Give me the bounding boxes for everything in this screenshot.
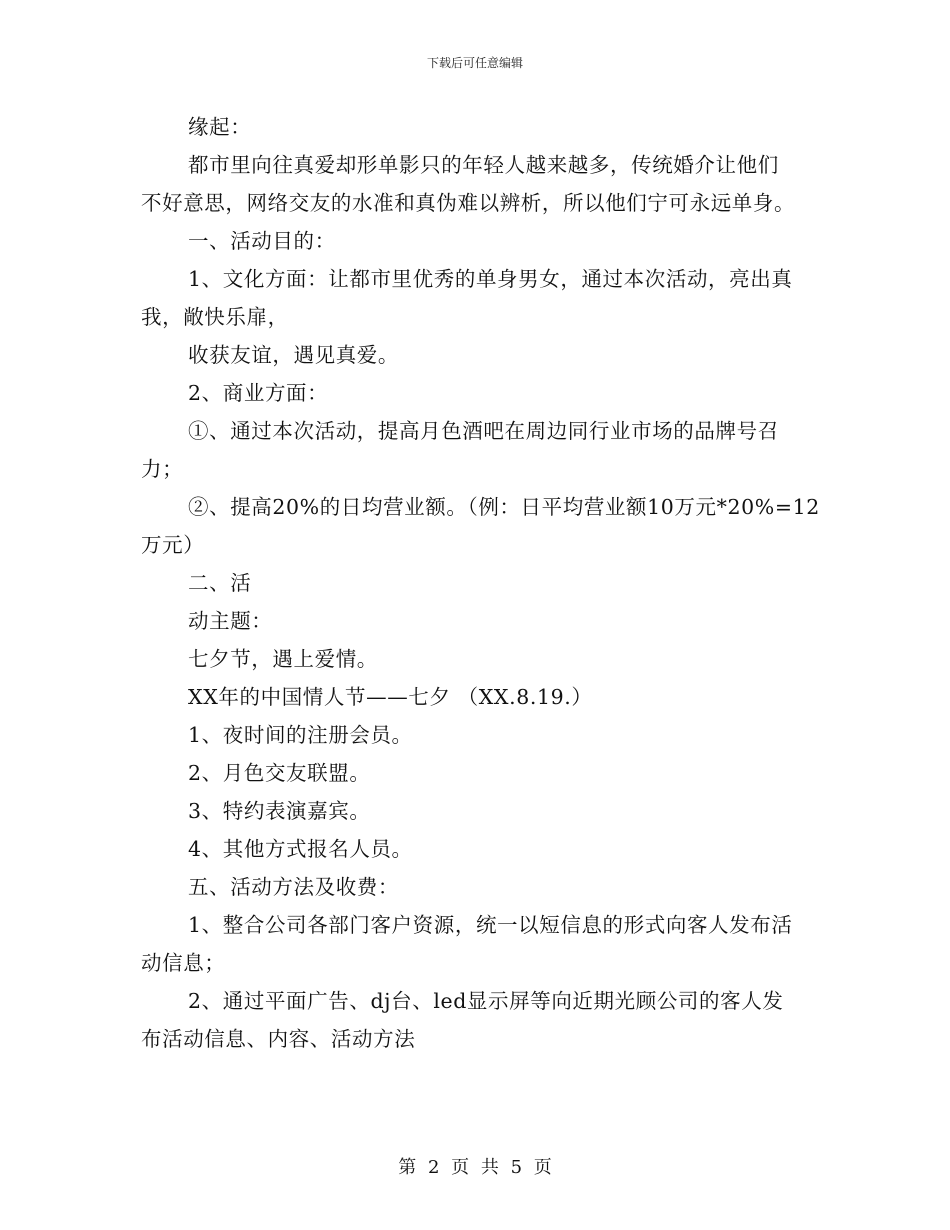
text-line: 3、特约表演嘉宾。 — [188, 799, 371, 823]
text-line: 一、活动目的： — [188, 229, 336, 253]
text-line: 力； — [141, 457, 184, 481]
text-line: 五、活动方法及收费： — [188, 875, 399, 899]
page-footer: 第 2 页 共 5 页 — [398, 1157, 552, 1178]
text-line: 二、活 — [188, 571, 252, 595]
text-line: 动主题： — [188, 609, 273, 633]
text-line: 我，敞快乐扉， — [141, 305, 289, 329]
text-line: 4、其他方式报名人员。 — [188, 837, 413, 861]
text-line: 七夕节，遇上爱情。 — [188, 647, 378, 671]
text-line: XX年的中国情人节——七夕 （XX.8.19.） — [188, 685, 593, 709]
text-line: ②、提高20%的日均营业额。（例：日平均营业额10万元*20%=12 — [188, 495, 820, 519]
text-line: 1、夜时间的注册会员。 — [188, 723, 413, 747]
text-line: 不好意思，网络交友的水准和真伪难以辨析，所以他们宁可永远单身。 — [141, 191, 796, 215]
text-line: ①、通过本次活动，提高月色酒吧在周边同行业市场的品牌号召 — [188, 419, 779, 443]
text-line: 都市里向往真爱却形单影只的年轻人越来越多，传统婚介让他们 — [188, 153, 779, 177]
page-header: 下载后可任意编辑 — [426, 56, 523, 70]
text-line: 万元） — [141, 533, 205, 557]
text-line: 动信息； — [141, 951, 226, 975]
text-line: 收获友谊，遇见真爱。 — [188, 343, 399, 367]
text-line: 2、月色交友联盟。 — [188, 761, 371, 785]
text-line: 2、通过平面广告、dj台、led显示屏等向近期光顾公司的客人发 — [188, 989, 784, 1013]
text-line: 1、整合公司各部门客户资源，统一以短信息的形式向客人发布活 — [188, 913, 793, 937]
text-line: 1、文化方面：让都市里优秀的单身男女，通过本次活动，亮出真 — [188, 267, 793, 291]
text-line: 缘起： — [188, 115, 252, 139]
text-line: 2、商业方面： — [188, 381, 329, 405]
document-body — [141, 108, 820, 1058]
text-line: 布活动信息、内容、活动方法 — [141, 1027, 416, 1051]
